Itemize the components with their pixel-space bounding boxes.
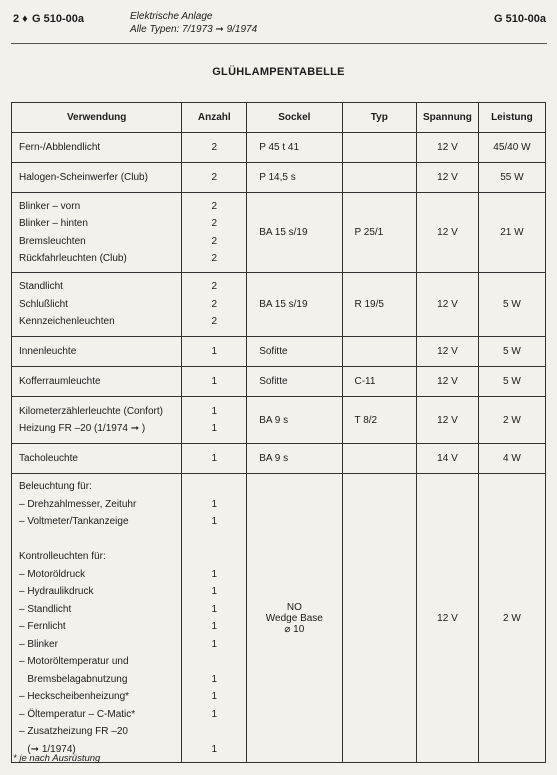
use-line: Halogen-Scheinwerfer (Club) [19, 171, 148, 183]
use-line: – Hydraulikdruck [19, 586, 94, 597]
col-header-spannung: Spannung [417, 103, 479, 133]
count-line: 2 [211, 253, 218, 264]
table-row [12, 367, 546, 397]
use-line: Heizung FR –20 (1/1974 ➞ ) [19, 423, 146, 434]
table-row [12, 397, 546, 444]
cell-typ [342, 337, 417, 367]
use-line: Schlußlicht [19, 298, 68, 310]
cell-spannung: 12 V [417, 273, 479, 337]
applicability-subtitle: Alle Typen: 7/1973 ➞ 9/1974 [130, 24, 258, 35]
cell-spannung: 12 V [417, 397, 479, 444]
count-line [182, 723, 246, 741]
use-line: – Drehzahlmesser, Zeituhr [19, 498, 137, 510]
cell-typ [342, 133, 417, 163]
cell-spannung: 12 V [417, 193, 479, 273]
header-rule [11, 43, 547, 44]
cell-sockel: BA 15 s/19 [247, 193, 342, 273]
count-line: 1 [211, 345, 218, 357]
use-line: Blinker – vorn [19, 200, 81, 212]
use-line: – Öltemperatur – C-Matic* [19, 708, 136, 720]
cell-counts [182, 444, 247, 474]
use-line: – Motoröldruck [19, 568, 86, 580]
cell-uses [12, 163, 182, 193]
count-line: 1 [211, 516, 218, 527]
cell-leistung: 2 W [478, 397, 545, 444]
use-line [19, 531, 181, 549]
count-line [182, 548, 246, 566]
count-line [182, 531, 246, 549]
col-header-anzahl: Anzahl [182, 103, 247, 133]
cell-typ [342, 163, 417, 193]
col-header-sockel: Sockel [247, 103, 342, 133]
cell-typ [342, 444, 417, 474]
cell-leistung: 55 W [478, 163, 545, 193]
table-row [12, 133, 546, 163]
bulb-table [11, 102, 546, 763]
count-line: 2 [211, 316, 218, 328]
col-header-typ: Typ [342, 103, 417, 133]
cell-spannung: 12 V [417, 133, 479, 163]
sockel-line: ⌀ 10 [284, 623, 305, 635]
use-line: Beleuchtung für: [19, 481, 92, 492]
cell-spannung: 12 V [417, 474, 479, 763]
use-line: (➞ 1/1974) [19, 743, 76, 755]
count-line: 2 [211, 200, 218, 212]
cell-leistung: 45/40 W [478, 133, 545, 163]
count-line [182, 653, 246, 671]
count-line: 1 [211, 452, 218, 464]
use-line: Standlicht [19, 281, 63, 293]
use-line: Innenleuchte [19, 345, 77, 357]
count-line: 1 [211, 568, 218, 580]
cell-counts [182, 474, 247, 763]
count-line: 1 [211, 603, 218, 615]
cell-typ: C-11 [342, 367, 417, 397]
use-line: – Heckscheibenheizung* [19, 691, 130, 702]
count-line: 2 [211, 281, 218, 293]
count-line: 1 [211, 743, 218, 755]
use-line: Kontrolleuchten für: [19, 551, 106, 562]
table-row [12, 444, 546, 474]
footnote: * je nach Ausrüstung [13, 753, 101, 764]
table-row-big [12, 474, 546, 763]
doc-code-right: G 510-00a [494, 13, 546, 25]
cell-counts [182, 337, 247, 367]
count-line: 1 [211, 405, 218, 417]
cell-uses [12, 337, 182, 367]
cell-spannung: 12 V [417, 337, 479, 367]
count-line: 1 [211, 638, 218, 650]
cell-counts [182, 163, 247, 193]
cell-typ: T 8/2 [342, 397, 417, 444]
cell-uses [12, 367, 182, 397]
cell-leistung: 4 W [478, 444, 545, 474]
cell-counts [182, 133, 247, 163]
count-line: 1 [211, 621, 218, 632]
use-line: – Blinker [19, 638, 58, 650]
count-line: 1 [211, 586, 218, 597]
table-row [12, 163, 546, 193]
cell-leistung: 21 W [478, 193, 545, 273]
count-line: 1 [211, 375, 218, 387]
page-header [0, 0, 557, 50]
cell-typ [342, 474, 417, 763]
count-line: 1 [211, 498, 218, 510]
page-number: 2 ♦ [13, 13, 28, 25]
use-line: Kilometerzählerleuchte (Confort) [19, 405, 163, 417]
sockel-line: NO [286, 601, 302, 613]
count-line [182, 478, 246, 496]
cell-leistung: 5 W [478, 273, 545, 337]
count-line: 2 [211, 171, 218, 183]
table-row [12, 337, 546, 367]
doc-code-left: G 510-00a [32, 13, 84, 25]
use-line: Tacholeuchte [19, 452, 78, 464]
count-line: 1 [211, 691, 218, 702]
cell-sockel: P 14,5 s [247, 163, 342, 193]
use-line: – Standlicht [19, 603, 72, 615]
count-line: 2 [211, 298, 218, 310]
cell-counts [182, 367, 247, 397]
use-line: – Motoröltemperatur und [19, 656, 129, 667]
table-header-row [12, 103, 546, 133]
use-line: Blinker – hinten [19, 218, 88, 229]
col-header-verwendung: Verwendung [12, 103, 182, 133]
cell-sockel: BA 9 s [247, 444, 342, 474]
cell-spannung: 12 V [417, 163, 479, 193]
col-header-leistung: Leistung [478, 103, 545, 133]
sockel-line: Wedge Base [265, 612, 323, 624]
count-line: 1 [211, 673, 218, 685]
cell-uses [12, 444, 182, 474]
use-line: Bremsbelagabnutzung [19, 673, 128, 685]
count-line: 2 [211, 141, 218, 153]
cell-sockel: Sofitte [247, 337, 342, 367]
use-line: Rückfahrleuchten (Club) [19, 253, 127, 264]
cell-spannung: 14 V [417, 444, 479, 474]
cell-uses [12, 397, 182, 444]
section-subtitle: Elektrische Anlage [130, 11, 213, 22]
count-line: 2 [211, 218, 218, 229]
cell-leistung: 5 W [478, 337, 545, 367]
table-row [12, 273, 546, 337]
cell-counts [182, 193, 247, 273]
cell-counts [182, 397, 247, 444]
cell-sockel: P 45 t 41 [247, 133, 342, 163]
use-line: Kennzeichenleuchten [19, 316, 115, 328]
cell-sockel [247, 474, 342, 763]
use-line: Fern-/Abblendlicht [19, 141, 101, 153]
cell-sockel: Sofitte [247, 367, 342, 397]
use-line: – Zusatzheizung FR –20 [19, 726, 128, 737]
use-line: – Fernlicht [19, 621, 66, 632]
cell-leistung: 5 W [478, 367, 545, 397]
count-line: 2 [211, 235, 218, 247]
cell-typ: R 19/5 [342, 273, 417, 337]
page-title: GLÜHLAMPENTABELLE [212, 66, 345, 78]
cell-uses [12, 474, 182, 763]
cell-typ: P 25/1 [342, 193, 417, 273]
cell-spannung: 12 V [417, 367, 479, 397]
use-line: Bremsleuchten [19, 235, 86, 247]
use-line: Kofferraumleuchte [19, 375, 101, 387]
use-line: – Voltmeter/Tankanzeige [19, 516, 129, 527]
cell-uses [12, 273, 182, 337]
table-row [12, 193, 546, 273]
count-line: 1 [211, 423, 218, 434]
cell-leistung: 2 W [478, 474, 545, 763]
cell-counts [182, 273, 247, 337]
cell-uses [12, 193, 182, 273]
cell-sockel: BA 9 s [247, 397, 342, 444]
cell-uses [12, 133, 182, 163]
count-line: 1 [211, 708, 218, 720]
cell-sockel: BA 15 s/19 [247, 273, 342, 337]
